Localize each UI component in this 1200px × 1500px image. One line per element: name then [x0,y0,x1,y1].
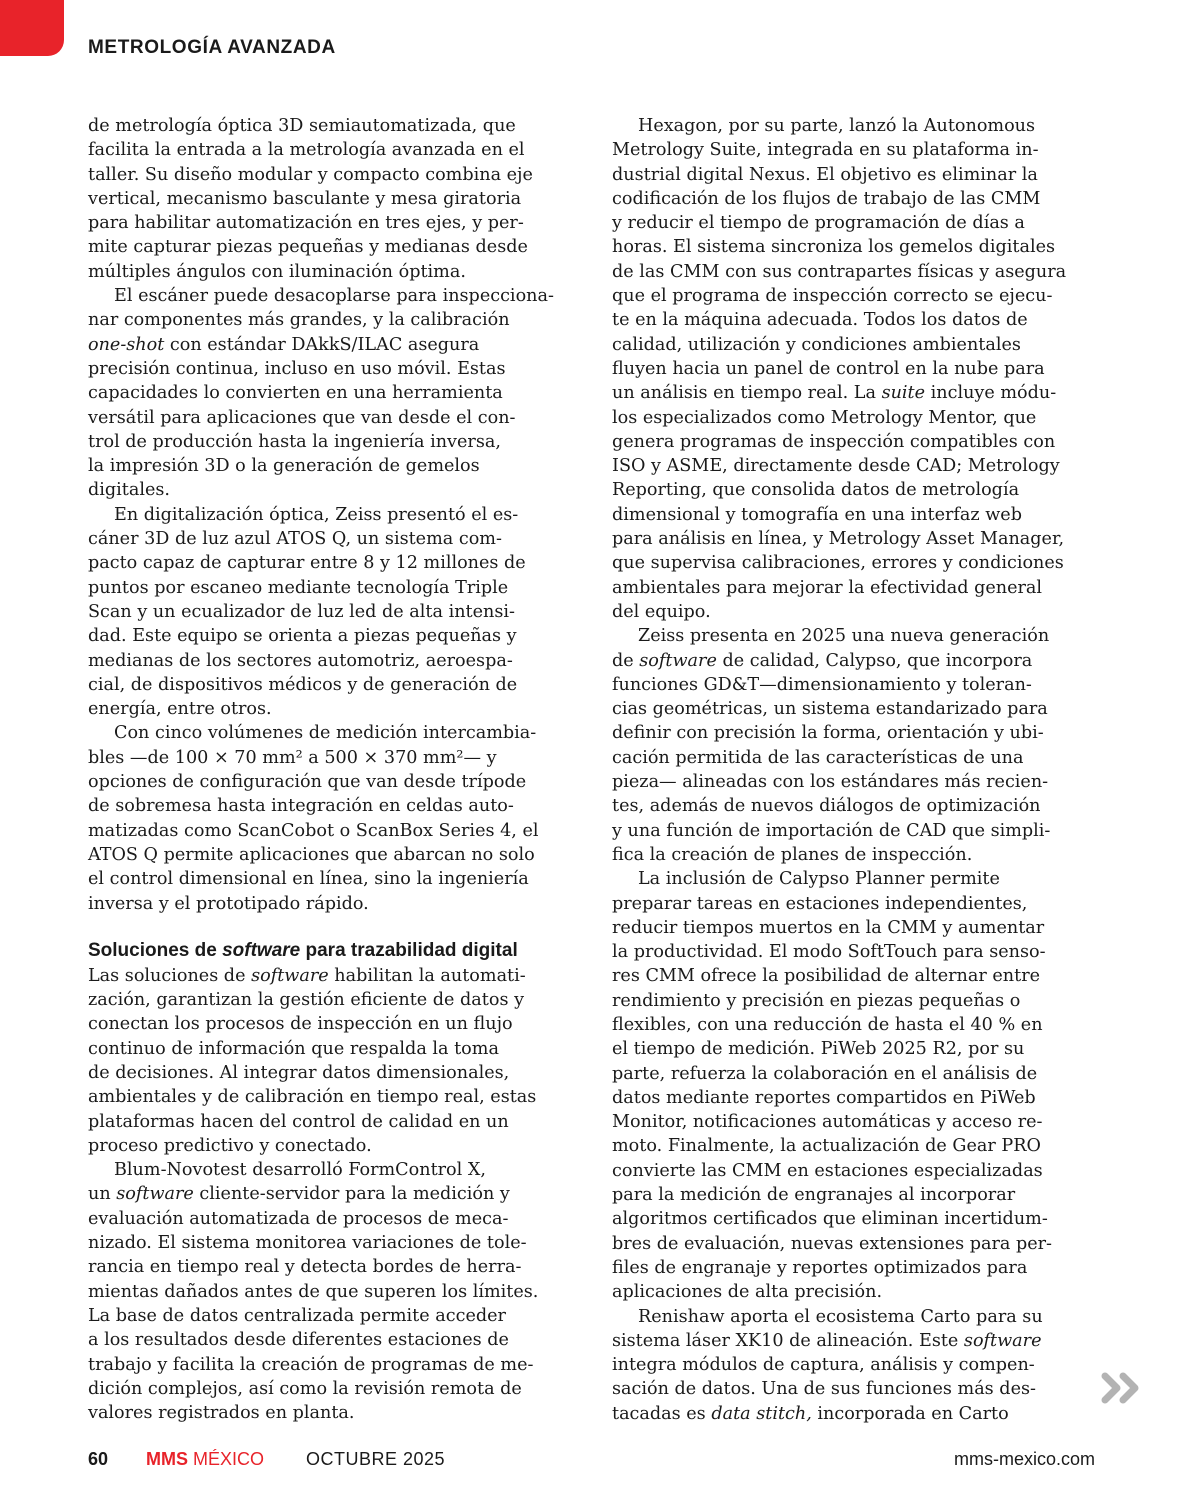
page-number: 60 [88,1449,109,1469]
text-line [88,1012,578,1036]
text-line [612,1329,1102,1353]
text-run: cias geométricas, un sistema estandarizado para [612,699,1048,720]
text-line [88,1304,578,1328]
text-line [88,1328,578,1352]
text-line [612,673,1102,697]
text-line [88,1401,578,1425]
magazine-brand [146,1447,264,1471]
text-run: valores registrados en planta. [88,1403,355,1424]
text-line [88,746,578,770]
text-run: aplicaciones de alta precisión. [612,1282,883,1303]
issue-date: OCTUBRE 2025 [306,1449,446,1469]
text-line [612,721,1102,745]
text-line [612,770,1102,794]
text-run: rancia en tiempo real y detecta bordes de herra- [88,1257,522,1278]
text-line [88,1158,578,1182]
text-line [612,1377,1102,1401]
italic-term: software [222,939,301,961]
text-line [88,843,578,867]
text-line [612,381,1102,405]
text-run: Hexagon, por su parte, lanzó la Autonomous [638,116,1036,136]
text-line [88,381,578,405]
text-run: conectan los procesos de inspección en un flujo [88,1014,513,1035]
text-line [88,454,578,478]
right-column [612,114,1102,1426]
text-run: res CMM ofrece la posibilidad de alternar entre [612,966,1041,987]
text-run: dustrial digital Nexus. El objetivo es eliminar la [612,164,1038,185]
text-line [88,1280,578,1304]
double-chevron-right-icon [1101,1372,1145,1404]
text-run: digitales. [88,480,170,501]
text-run: dad. Este equipo se orienta a piezas pequeñas y [88,626,517,647]
text-run: un [88,1184,117,1205]
text-line [612,478,1102,502]
text-run: con estándar DAkkS/ILAC asegura [164,334,480,355]
text-run: vertical, mecanismo basculante y mesa giratoria [88,188,522,209]
text-line [88,624,578,648]
italic-term: suite [881,383,926,404]
brand-country: MÉXICO [193,1449,265,1469]
text-run: tacadas es [612,1403,712,1424]
text-line [88,138,578,162]
text-run: incluye módu- [925,383,1057,404]
text-line [88,721,578,745]
text-run: múltiples ángulos con iluminación óptima. [88,261,466,282]
text-line [88,1110,578,1134]
text-line [612,843,1102,867]
text-line [612,454,1102,478]
text-run: definir con precisión la forma, orientación y ubi- [612,723,1044,744]
text-run: El escáner puede desacoplarse para inspecciona- [114,286,554,307]
text-run: cliente-servidor para la medición y [193,1184,510,1205]
text-run: incorporada en Carto [811,1403,1009,1424]
text-run: tes, además de nuevos diálogos de optimización [612,796,1041,817]
text-run: pieza— alineadas con los estándares más recien- [612,772,1049,793]
text-run: que supervisa calibraciones, errores y condiciones [612,553,1064,574]
text-run: mite capturar piezas pequeñas y medianas desde [88,237,528,258]
text-line [612,1159,1102,1183]
italic-term: one-shot [88,334,165,355]
text-run: bres de evaluación, nuevas extensiones para per- [612,1233,1053,1254]
section-subheading [88,938,578,964]
text-run: calidad, utilización y condiciones ambientales [612,334,1021,355]
text-line [612,527,1102,551]
text-run: parte, refuerza la colaboración en el análisis de [612,1063,1038,1084]
text-run: taller. Su diseño modular y compacto combina eje [88,164,533,185]
text-run: Metrology Suite, integrada en su plataforma in- [612,140,1039,161]
text-line [88,892,578,916]
text-line [612,1134,1102,1158]
text-run: Monitor, notificaciones automáticas y acceso re- [612,1112,1043,1133]
text-run: los especializados como Metrology Mentor, que [612,407,1037,428]
text-run: moto. Finalmente, la actualización de Gear PRO [612,1136,1041,1157]
text-run: matizadas como ScanCobot o ScanBox Series 4, el [88,820,539,841]
text-run: ATOS Q permite aplicaciones que abarcan no solo [88,844,535,865]
text-line [612,284,1102,308]
text-line [612,916,1102,940]
text-run: Con cinco volúmenes de medición intercambia- [114,723,537,744]
text-line [88,697,578,721]
text-line [88,1037,578,1061]
text-line [612,576,1102,600]
text-line [612,649,1102,673]
text-run: dición complejos, así como la revisión remota de [88,1378,522,1399]
text-line [612,624,1102,648]
text-line [88,649,578,673]
text-line [88,357,578,381]
text-run: la impresión 3D o la generación de gemelos [88,456,480,477]
text-run: datos mediante reportes compartidos en PiWeb [612,1087,1036,1108]
text-run: para análisis en línea, y Metrology Asset Manager, [612,529,1065,550]
text-run: Blum-Novotest desarrolló FormControl X, [114,1160,486,1181]
text-run: pacto capaz de capturar entre 8 y 12 millones de [88,553,526,574]
text-line [88,114,578,138]
text-run: La base de datos centralizada permite acceder [88,1305,506,1326]
text-line [88,308,578,332]
text-run: de las CMM con sus contrapartes físicas y asegura [612,261,1067,282]
text-run: de metrología óptica 3D semiautomatizada, que [88,116,516,136]
text-run: algoritmos certificados que eliminan incertidum- [612,1209,1048,1230]
text-line [88,333,578,357]
text-run: zación, garantizan la gestión eficiente de datos y [88,990,525,1011]
text-run: La inclusión de Calypso Planner permite [638,869,1000,890]
text-run: medianas de los sectores automotriz, aeroespa- [88,650,513,671]
italic-term: software [639,650,717,671]
text-line [88,1353,578,1377]
text-line [88,284,578,308]
text-run: fluyen hacia un panel de control en la nube para [612,358,1045,379]
text-run: un análisis en tiempo real. La [612,383,882,404]
text-run: para habilitar automatización en tres ejes, y per- [88,213,524,234]
text-line [88,794,578,818]
text-run: codificación de los flujos de trabajo de las CMM [612,188,1041,209]
text-line [612,989,1102,1013]
text-line [88,1377,578,1401]
text-line [88,478,578,502]
text-run: que el programa de inspección correcto se ejecu- [612,286,1053,307]
text-run: Las soluciones de [88,965,252,986]
text-line [612,1183,1102,1207]
text-line [612,163,1102,187]
text-run: Renishaw aporta el ecosistema Carto para su [638,1306,1043,1327]
text-run: genera programas de inspección compatibles con [612,431,1056,452]
text-line [88,1134,578,1158]
text-run: puntos por escaneo mediante tecnología Triple [88,577,509,598]
text-line [612,114,1102,138]
text-line [612,1402,1102,1426]
text-run: bles —de 100 × 70 mm² a 500 × 370 mm²— y [88,747,497,768]
text-line [612,235,1102,259]
text-line [88,964,578,988]
text-run: cial, de dispositivos médicos y de generación de [88,674,518,695]
text-line [88,1061,578,1085]
text-run: En digitalización óptica, Zeiss presentó el es- [114,504,519,525]
text-run: nar componentes más grandes, y la calibración [88,310,510,331]
text-line [88,867,578,891]
text-run: rendimiento y precisión en piezas pequeñas o [612,990,1021,1011]
text-line [612,1086,1102,1110]
text-line [612,819,1102,843]
text-run: integra módulos de captura, análisis y compen- [612,1355,1035,1376]
text-line [612,1280,1102,1304]
text-run: el tiempo de medición. PiWeb 2025 R2, por su [612,1039,1025,1060]
text-run: y reducir el tiempo de programación de días a [612,213,1025,234]
text-run: plataformas hacen del control de calidad en un [88,1111,509,1132]
text-run: versátil para aplicaciones que van desde el con- [88,407,516,428]
corner-tab [0,0,64,56]
text-run: Soluciones de [88,939,223,961]
brand-mms: MMS [146,1449,188,1469]
text-run: cáner 3D de luz azul ATOS Q, un sistema com- [88,529,502,550]
text-line [612,940,1102,964]
text-line [612,600,1102,624]
text-run: y una función de importación de CAD que simpli- [612,820,1051,841]
text-run: ambientales y de calibración en tiempo real, estas [88,1087,537,1108]
text-line [612,1256,1102,1280]
text-line [612,964,1102,988]
text-line [612,308,1102,332]
text-line [88,406,578,430]
text-run: de decisiones. Al integrar datos dimensionales, [88,1062,510,1083]
text-run: cación permitida de las características de una [612,747,1024,768]
text-run: proceso predictivo y conectado. [88,1135,372,1156]
text-run: dimensional y tomografía en una interfaz web [612,504,1022,525]
website-link[interactable]: mms-mexico.com [953,1449,1095,1469]
text-run: sación de datos. Una de sus funciones más des- [612,1379,1036,1400]
text-run: para trazabilidad digital [300,939,518,961]
text-line [612,1305,1102,1329]
text-line [612,211,1102,235]
text-line [88,430,578,454]
text-line [88,1207,578,1231]
text-run: files de engranaje y reportes optimizados para [612,1257,1028,1278]
text-run: Scan y un ecualizador de luz led de alta intensi- [88,601,515,622]
text-run: trabajo y facilita la creación de programas de me- [88,1354,534,1375]
text-line [88,551,578,575]
text-run: Zeiss presenta en 2025 una nueva generación [638,626,1050,647]
text-line [612,260,1102,284]
text-run: horas. El sistema sincroniza los gemelos digitales [612,237,1056,258]
text-run: inversa y el prototipado rápido. [88,893,369,914]
text-run: de sobremesa hasta integración en celdas auto- [88,796,514,817]
text-run: continuo de información que respalda la toma [88,1038,499,1059]
text-run: de calidad, Calypso, que incorpora [716,650,1033,671]
text-run: mientas dañados antes de que superen los límites. [88,1281,539,1302]
text-line [612,1037,1102,1061]
text-run: reducir tiempos muertos en la CMM y aumentar [612,917,1045,938]
text-run: preparar tareas en estaciones independientes, [612,893,1028,914]
text-run: opciones de configuración que van desde trípode [88,772,527,793]
section-header: METROLOGÍA AVANZADA [88,37,336,58]
text-line [612,1062,1102,1086]
text-run: fica la creación de planes de inspección. [612,844,973,865]
text-run: precisión continua, incluso en uso móvil. Estas [88,358,506,379]
text-line [88,211,578,235]
text-run: de [612,650,640,671]
text-line [88,819,578,843]
text-line [88,187,578,211]
text-line [612,1207,1102,1231]
left-column [88,114,578,1425]
text-run: sistema láser XK10 de alineación. Este [612,1330,964,1351]
text-run: del equipo. [612,601,711,622]
text-line [88,576,578,600]
text-line [612,697,1102,721]
text-run: ambientales para mejorar la efectividad general [612,577,1043,598]
text-run: a los resultados desde diferentes estaciones de [88,1330,509,1351]
text-line [612,430,1102,454]
italic-term: software [963,1330,1042,1351]
text-line [88,503,578,527]
text-run: habilitan la automati- [328,965,526,986]
page-footer [88,1447,1095,1471]
text-line [612,357,1102,381]
text-run: facilita la entrada a la metrología avanzada en el [88,140,525,161]
text-line [88,1182,578,1206]
text-run: evaluación automatizada de procesos de meca- [88,1208,509,1229]
italic-term: software [251,965,329,986]
text-line [612,503,1102,527]
text-run: trol de producción hasta la ingeniería inversa, [88,431,501,452]
text-line [88,673,578,697]
text-run: para la medición de engranajes al incorporar [612,1185,1016,1206]
text-run: la productividad. El modo SoftTouch para senso- [612,942,1046,963]
italic-term: software [116,1184,194,1205]
text-run: Reporting, que consolida datos de metrología [612,480,1020,501]
text-run: energía, entre otros. [88,699,272,720]
text-line [88,163,578,187]
text-run: ISO y ASME, directamente desde CAD; Metrology [612,456,1060,477]
text-line [612,333,1102,357]
text-line [612,187,1102,211]
text-line [88,1255,578,1279]
text-line [612,1232,1102,1256]
text-line [88,235,578,259]
text-line [612,551,1102,575]
text-line [612,1353,1102,1377]
text-line [612,746,1102,770]
text-line [612,138,1102,162]
text-line [88,770,578,794]
text-line [88,988,578,1012]
text-line [612,1013,1102,1037]
text-line [88,527,578,551]
text-line [88,1085,578,1109]
text-run: te en la máquina adecuada. Todos los datos de [612,310,1028,331]
text-run: funciones GD&T—dimensionamiento y toleran- [612,674,1032,695]
italic-term: data stitch, [711,1403,812,1424]
text-line [612,867,1102,891]
text-line [88,600,578,624]
text-line [612,794,1102,818]
text-line [612,1110,1102,1134]
text-line [88,1231,578,1255]
text-line [612,406,1102,430]
text-run: convierte las CMM en estaciones especializadas [612,1160,1043,1181]
text-run: capacidades lo convierten en una herramienta [88,383,503,404]
text-run: flexibles, con una reducción de hasta el 40 % en [612,1014,1043,1035]
text-run: el control dimensional en línea, sino la ingeniería [88,869,529,890]
text-run: nizado. El sistema monitorea variaciones de tole- [88,1233,527,1254]
text-line [88,260,578,284]
text-line [612,892,1102,916]
